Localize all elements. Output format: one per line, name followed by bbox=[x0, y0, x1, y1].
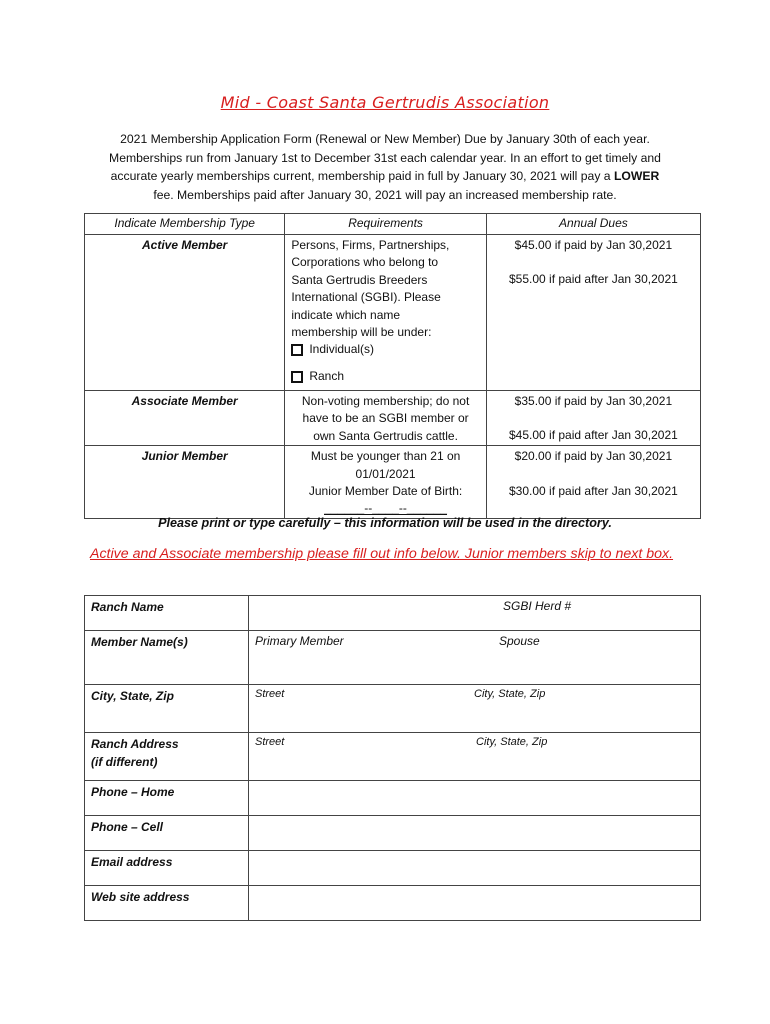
due-before-deadline: $20.00 if paid by Jan 30,2021 bbox=[514, 449, 673, 464]
sgbi-herd-label: SGBI Herd # bbox=[503, 599, 572, 613]
due-before-deadline: $45.00 if paid by Jan 30,2021 bbox=[514, 238, 673, 252]
ranch-option[interactable] bbox=[291, 368, 479, 385]
city-state-zip-hint: City, State, Zip bbox=[474, 688, 546, 700]
due-after-deadline: $30.00 if paid after Jan 30,2021 bbox=[509, 483, 678, 498]
email-label: Email address bbox=[85, 851, 249, 886]
street-hint: Street bbox=[255, 688, 285, 700]
city-state-zip-label: City, State, Zip bbox=[85, 685, 249, 733]
ranch-name-label: Ranch Name bbox=[85, 596, 249, 631]
ranch-address-label bbox=[85, 733, 249, 781]
print-instruction: Please print or type carefully – this information will be used in the directory. bbox=[158, 516, 612, 530]
req-line: Persons, Firms, Partnerships, bbox=[291, 238, 450, 252]
city-state-zip-hint: City, State, Zip bbox=[476, 736, 548, 748]
req-line: have to be an SGBI member or bbox=[302, 411, 469, 426]
junior-member-row bbox=[85, 446, 701, 519]
active-member-label: Active Member bbox=[85, 235, 285, 391]
associate-member-dues bbox=[486, 391, 700, 446]
lower-emphasis: LOWER bbox=[613, 169, 660, 184]
address-field[interactable] bbox=[249, 685, 701, 733]
website-row bbox=[85, 886, 701, 921]
individual-checkbox[interactable] bbox=[291, 344, 303, 356]
associate-member-row bbox=[85, 391, 701, 446]
email-field[interactable] bbox=[249, 851, 701, 886]
junior-dob-field[interactable]: ______--____--______ bbox=[324, 501, 447, 516]
associate-member-requirements bbox=[285, 391, 486, 446]
active-member-row bbox=[85, 235, 701, 391]
street-hint: Street bbox=[255, 736, 285, 748]
website-label: Web site address bbox=[85, 886, 249, 921]
if-different-text: (if different) bbox=[91, 754, 158, 769]
page-title: Mid - Coast Santa Gertrudis Association bbox=[220, 93, 550, 112]
header-membership-type: Indicate Membership Type bbox=[85, 214, 285, 235]
active-member-requirements bbox=[285, 235, 486, 391]
phone-home-label: Phone – Home bbox=[85, 781, 249, 816]
dues-table-header-row bbox=[85, 214, 701, 235]
individual-option[interactable] bbox=[291, 341, 479, 358]
ranch-label: Ranch bbox=[309, 368, 345, 383]
intro-line-3 bbox=[88, 167, 682, 186]
spouse-label: Spouse bbox=[499, 634, 540, 648]
ranch-address-field[interactable] bbox=[249, 733, 701, 781]
city-state-zip-row bbox=[85, 685, 701, 733]
req-line: 01/01/2021 bbox=[355, 466, 416, 481]
req-line: Non-voting membership; do not bbox=[301, 394, 470, 408]
website-field[interactable] bbox=[249, 886, 701, 921]
phone-cell-label: Phone – Cell bbox=[85, 816, 249, 851]
intro-line-4: fee. Memberships paid after January 30, 2021 will pay an increased membership rate. bbox=[153, 187, 617, 202]
header-requirements: Requirements bbox=[285, 214, 486, 235]
junior-member-label: Junior Member bbox=[85, 446, 285, 519]
ranch-name-row bbox=[85, 596, 701, 631]
due-after-deadline: $55.00 if paid after Jan 30,2021 bbox=[509, 272, 678, 287]
req-line: Corporations who belong to bbox=[291, 255, 439, 270]
junior-member-requirements bbox=[285, 446, 486, 519]
member-names-row bbox=[85, 631, 701, 685]
individual-label: Individual(s) bbox=[309, 342, 375, 357]
phone-home-row bbox=[85, 781, 701, 816]
req-line: indicate which name bbox=[291, 307, 401, 322]
header-annual-dues: Annual Dues bbox=[486, 214, 700, 235]
req-line: Must be younger than 21 on bbox=[310, 449, 461, 464]
membership-dues-table bbox=[84, 213, 701, 519]
primary-member-label: Primary Member bbox=[255, 634, 344, 648]
ranch-checkbox[interactable] bbox=[291, 371, 303, 383]
member-names-field[interactable] bbox=[249, 631, 701, 685]
intro-line-2: Memberships run from January 1st to December 31st each calendar year. In an effort to get timely and bbox=[109, 150, 661, 165]
req-line: Junior Member Date of Birth: bbox=[308, 484, 463, 499]
ranch-address-text: Ranch Address bbox=[91, 737, 179, 751]
intro-line-3-text: accurate yearly memberships current, membership paid in full by January 30, 2021 will pay a bbox=[110, 169, 614, 184]
req-line: membership will be under: bbox=[291, 325, 432, 340]
member-info-table bbox=[84, 595, 701, 921]
intro-line-1: 2021 Membership Application Form (Renewal or New Member) Due by January 30th of each year. bbox=[120, 132, 650, 146]
email-row bbox=[85, 851, 701, 886]
associate-member-label: Associate Member bbox=[85, 391, 285, 446]
junior-member-dues bbox=[486, 446, 700, 519]
due-after-deadline: $45.00 if paid after Jan 30,2021 bbox=[509, 428, 678, 443]
req-line: own Santa Gertrudis cattle. bbox=[313, 428, 458, 443]
member-names-label: Member Name(s) bbox=[85, 631, 249, 685]
fill-out-instruction: Active and Associate membership please fill out info below. Junior members skip to next box. bbox=[90, 546, 674, 562]
ranch-address-row bbox=[85, 733, 701, 781]
intro-text bbox=[88, 130, 682, 204]
phone-home-field[interactable] bbox=[249, 781, 701, 816]
ranch-name-field[interactable] bbox=[249, 596, 701, 631]
active-member-dues bbox=[486, 235, 700, 391]
due-before-deadline: $35.00 if paid by Jan 30,2021 bbox=[514, 394, 673, 408]
req-line: International (SGBI). Please bbox=[291, 290, 441, 305]
phone-cell-field[interactable] bbox=[249, 816, 701, 851]
req-line: Santa Gertrudis Breeders bbox=[291, 272, 428, 287]
phone-cell-row bbox=[85, 816, 701, 851]
